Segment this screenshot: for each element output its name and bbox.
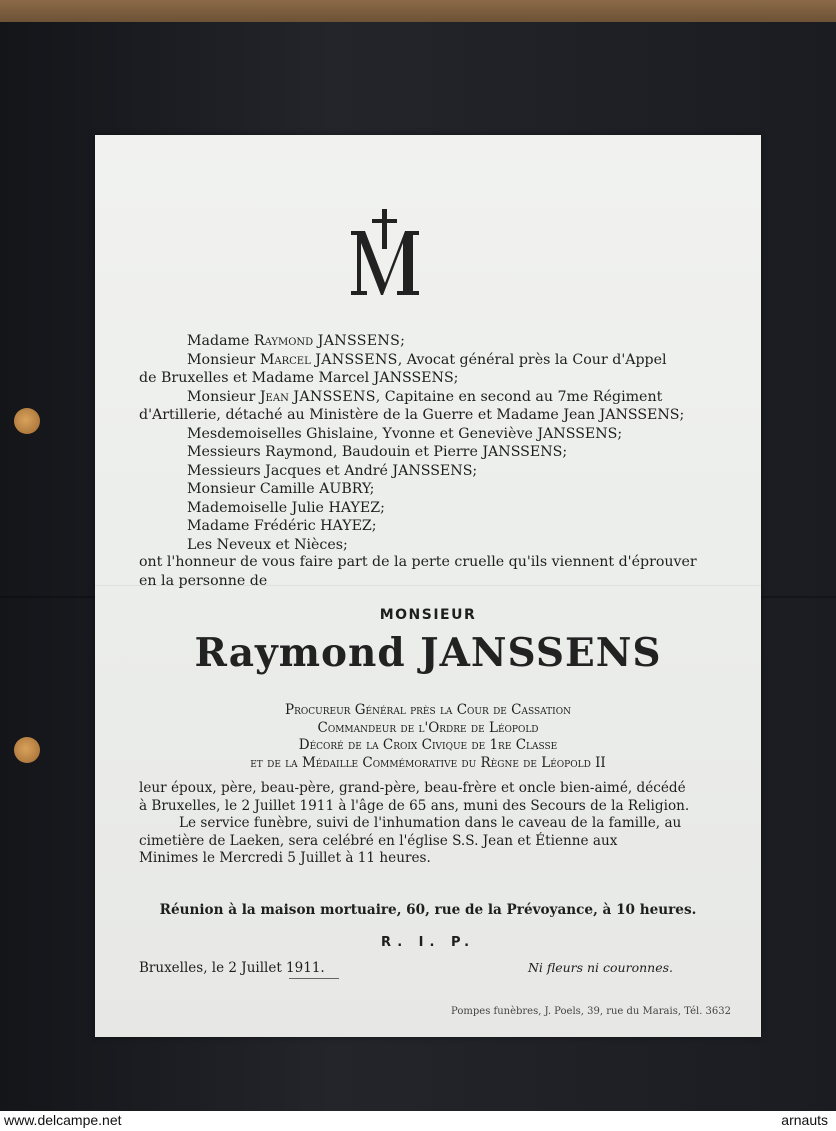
- family-line: Mesdemoiselles Ghislaine, Yvonne et Geneviève JANSSENS;: [187, 425, 623, 442]
- body-line: à Bruxelles, le 2 Juillet 1911 à l'âge de 65 ans, muni des Secours de la Religion.: [139, 797, 690, 814]
- family-line: de Bruxelles et Madame Marcel JANSSENS;: [139, 370, 459, 386]
- reunion-notice: Réunion à la maison mortuaire, 60, rue de la Prévoyance, à 10 heures.: [159, 902, 697, 918]
- announce-line: ont l'honneur de vous faire part de la perte cruelle qu'ils viennent d'éprouver: [139, 554, 697, 570]
- watermark-bar: [0, 1111, 836, 1131]
- family-line: Monsieur Camille AUBRY;: [187, 481, 375, 497]
- family-line: Monsieur Marcel JANSSENS, Avocat général près la Cour d'Appel: [187, 351, 667, 368]
- no-flowers-note: Ni fleurs ni couronnes.: [527, 960, 673, 975]
- salutation: MONSIEUR: [379, 607, 477, 623]
- family-line: Messieurs Raymond, Baudouin et Pierre JANSSENS;: [187, 444, 568, 460]
- title-line: et de la Médaille Commémorative du Règne de Léopold II: [250, 754, 606, 771]
- binder-ring-hole: [14, 737, 40, 763]
- body-line: Le service funèbre, suivi de l'inhumation dans le caveau de la famille, au: [179, 815, 682, 831]
- family-line: Madame Frédéric HAYEZ;: [187, 518, 377, 534]
- family-line: Madame Raymond JANSSENS;: [187, 333, 405, 349]
- family-line: Monsieur Jean JANSSENS, Capitaine en second au 7me Régiment: [187, 388, 663, 405]
- family-line: Mademoiselle Julie HAYEZ;: [187, 499, 385, 516]
- announce-line: en la personne de: [139, 572, 268, 589]
- honorific-titles: [95, 702, 761, 772]
- body-line: cimetière de Laeken, sera celébré en l'église S.S. Jean et Étienne aux: [139, 832, 618, 849]
- service-details: [139, 780, 699, 868]
- announcement-text: [139, 553, 699, 590]
- seller-name: arnauts: [781, 1112, 828, 1128]
- family-line: d'Artillerie, détaché au Ministère de la Guerre et Madame Jean JANSSENS;: [139, 407, 685, 423]
- deceased-name: Raymond JANSSENS: [194, 630, 662, 676]
- date-line: [139, 960, 339, 979]
- family-line: Les Neveux et Nièces;: [187, 536, 348, 553]
- underline: [289, 978, 339, 979]
- rip-text: R. I. P.: [380, 935, 476, 950]
- printer-credit: Pompes funèbres, J. Poels, 39, rue du Marais, Tél. 3632: [451, 1006, 731, 1017]
- family-list: [139, 332, 699, 554]
- site-link[interactable]: www.delcampe.net: [4, 1112, 122, 1128]
- title-line: Décoré de la Croix Civique de 1re Classe: [298, 737, 558, 753]
- mourning-card: [95, 135, 761, 1037]
- cross-monogram-icon: [345, 207, 425, 302]
- binder-ring-hole: [14, 408, 40, 434]
- title-line: Procureur Général près la Cour de Cassation: [285, 702, 571, 718]
- family-line: Messieurs Jacques et André JANSSENS;: [187, 462, 478, 479]
- wooden-surface: [0, 0, 836, 22]
- title-line: Commandeur de l'Ordre de Léopold: [317, 719, 539, 736]
- date-text: Bruxelles, le 2 Juillet 1911.: [139, 960, 325, 976]
- body-line: leur époux, père, beau-père, grand-père, beau-frère et oncle bien-aimé, décédé: [139, 780, 686, 796]
- body-line: Minimes le Mercredi 5 Juillet à 11 heures.: [139, 850, 431, 866]
